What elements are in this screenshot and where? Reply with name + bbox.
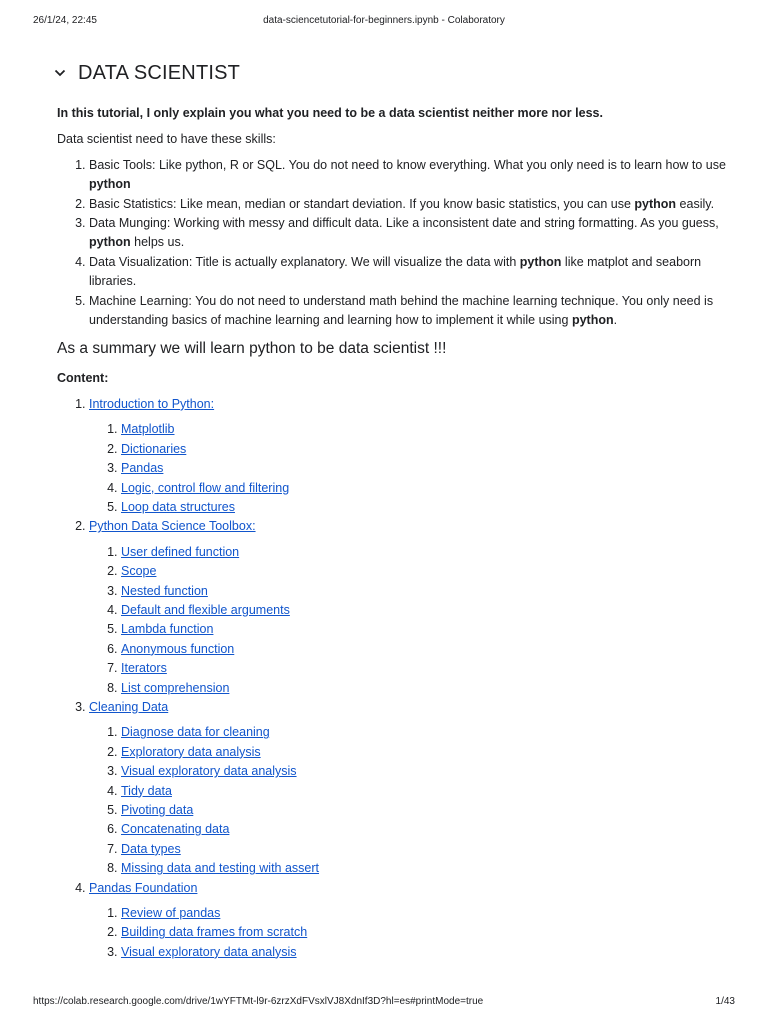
toc-subitem	[121, 723, 727, 742]
print-page-number: 1/43	[715, 996, 735, 1007]
skill-text: Data Visualization: Title is actually explanatory. We will visualize the data with	[89, 254, 520, 269]
toc-section	[89, 517, 727, 698]
toc-subitem	[121, 562, 727, 581]
skill-text: Basic Statistics: Like mean, median or standart deviation. If you know basic statistics, you can use	[89, 196, 635, 211]
toc-section	[89, 698, 727, 879]
skill-bold: python	[634, 196, 677, 211]
toc-subitem	[121, 782, 727, 801]
toc-subitem	[121, 459, 727, 478]
skill-text-after: helps us.	[130, 235, 185, 250]
toc-subitem	[121, 543, 727, 562]
toc-link[interactable]: Data types	[121, 841, 181, 856]
print-doc-title: data-sciencetutorial-for-beginners.ipynb - Colaboratory	[263, 15, 505, 26]
toc-link[interactable]: Tidy data	[121, 783, 172, 798]
toc-link[interactable]: Anonymous function	[121, 641, 235, 656]
toc-subitem	[121, 640, 727, 659]
toc-link[interactable]: Pandas	[121, 461, 164, 476]
toc-subitem	[121, 904, 727, 923]
toc-link[interactable]: List comprehension	[121, 680, 230, 695]
toc-subitem	[121, 923, 727, 942]
skills-list	[57, 156, 727, 331]
skill-item	[89, 195, 727, 214]
toc-subitem	[121, 601, 727, 620]
toc-link[interactable]: Building data frames from scratch	[121, 925, 308, 940]
toc-link[interactable]: Nested function	[121, 583, 208, 598]
toc-subitem	[121, 498, 727, 517]
toc-link[interactable]: Exploratory data analysis	[121, 744, 261, 759]
toc-sublist	[89, 723, 727, 878]
section-heading	[52, 58, 240, 88]
toc-link-introduction-to-python[interactable]: Introduction to Python:	[89, 396, 215, 411]
toc-subitem	[121, 943, 727, 962]
toc-link[interactable]: Dictionaries	[121, 441, 187, 456]
toc-section	[89, 395, 727, 517]
skill-item	[89, 253, 727, 292]
toc-link[interactable]: Visual exploratory data analysis	[121, 944, 297, 959]
toc-link[interactable]: User defined function	[121, 544, 240, 559]
skill-text-after: .	[613, 313, 618, 328]
skill-text: Data Munging: Working with messy and difficult data. Like a inconsistent date and string formatting. As you guess,	[89, 216, 719, 231]
toc-subitem	[121, 679, 727, 698]
toc-link[interactable]: Logic, control flow and filtering	[121, 480, 290, 495]
print-footer	[33, 996, 735, 1010]
toc-sublist	[89, 904, 727, 962]
toc-subitem	[121, 743, 727, 762]
skill-text-after: like matplot and seaborn libraries.	[89, 254, 702, 289]
summary-heading: As a summary we will learn python to be data scientist !!!	[57, 340, 447, 358]
markdown-cell	[57, 104, 727, 962]
toc-subitem	[121, 440, 727, 459]
toc-link[interactable]: Iterators	[121, 661, 167, 676]
section-title: DATA SCIENTIST	[78, 61, 241, 84]
toc-sublist	[89, 543, 727, 698]
toc-link-python-data-science-toolbox[interactable]: Python Data Science Toolbox:	[89, 519, 256, 534]
content-label: Content:	[57, 371, 109, 386]
skill-bold: python	[571, 313, 614, 328]
toc-sublist	[89, 420, 727, 517]
skills-lead: Data scientist need to have these skills:	[57, 132, 276, 147]
toc-link[interactable]: Visual exploratory data analysis	[121, 764, 297, 779]
toc-subitem	[121, 620, 727, 639]
toc-link[interactable]: Missing data and testing with assert	[121, 861, 320, 876]
skill-item	[89, 292, 727, 331]
toc-subitem	[121, 859, 727, 878]
intro-bold-line: In this tutorial, I only explain you what you need to be a data scientist neither more nor less.	[57, 106, 603, 120]
skill-bold: python	[519, 254, 562, 269]
skill-text-after: easily.	[676, 196, 715, 211]
toc-subitem	[121, 820, 727, 839]
print-header	[33, 15, 735, 29]
toc-link[interactable]: Scope	[121, 564, 157, 579]
print-url: https://colab.research.google.com/drive/1wYFTMt-l9r-6zrzXdFVsxlVJ8XdnIf3D?hl=es#printMode=true	[33, 996, 484, 1007]
toc-subitem	[121, 582, 727, 601]
skill-bold: python	[89, 177, 131, 192]
toc-link[interactable]: Concatenating data	[121, 822, 230, 837]
toc-link-cleaning-data[interactable]: Cleaning Data	[89, 699, 169, 714]
toc-link[interactable]: Matplotlib	[121, 422, 175, 437]
toc-link[interactable]: Lambda function	[121, 622, 214, 637]
table-of-contents	[57, 395, 727, 962]
toc-subitem	[121, 479, 727, 498]
toc-link-pandas-foundation[interactable]: Pandas Foundation	[89, 880, 198, 895]
skill-item	[89, 156, 727, 195]
toc-link[interactable]: Loop data structures	[121, 499, 235, 514]
skill-bold: python	[89, 235, 131, 250]
skill-item	[89, 214, 727, 253]
chevron-down-icon[interactable]	[52, 65, 68, 81]
toc-link[interactable]: Review of pandas	[121, 906, 221, 921]
toc-link[interactable]: Diagnose data for cleaning	[121, 725, 270, 740]
toc-link[interactable]: Default and flexible arguments	[121, 602, 290, 617]
toc-subitem	[121, 801, 727, 820]
toc-subitem	[121, 659, 727, 678]
toc-subitem	[121, 420, 727, 439]
skill-text: Basic Tools: Like python, R or SQL. You do not need to know everything. What you only need is to learn how to use	[89, 157, 726, 172]
toc-section	[89, 879, 727, 963]
toc-link[interactable]: Pivoting data	[121, 803, 194, 817]
print-date: 26/1/24, 22:45	[33, 15, 97, 26]
skill-text: Machine Learning: You do not need to understand math behind the machine learning technique. You only need is understanding basics of machine learning and learning how to implement it while using	[89, 293, 714, 328]
toc-subitem	[121, 840, 727, 859]
toc-subitem	[121, 762, 727, 781]
